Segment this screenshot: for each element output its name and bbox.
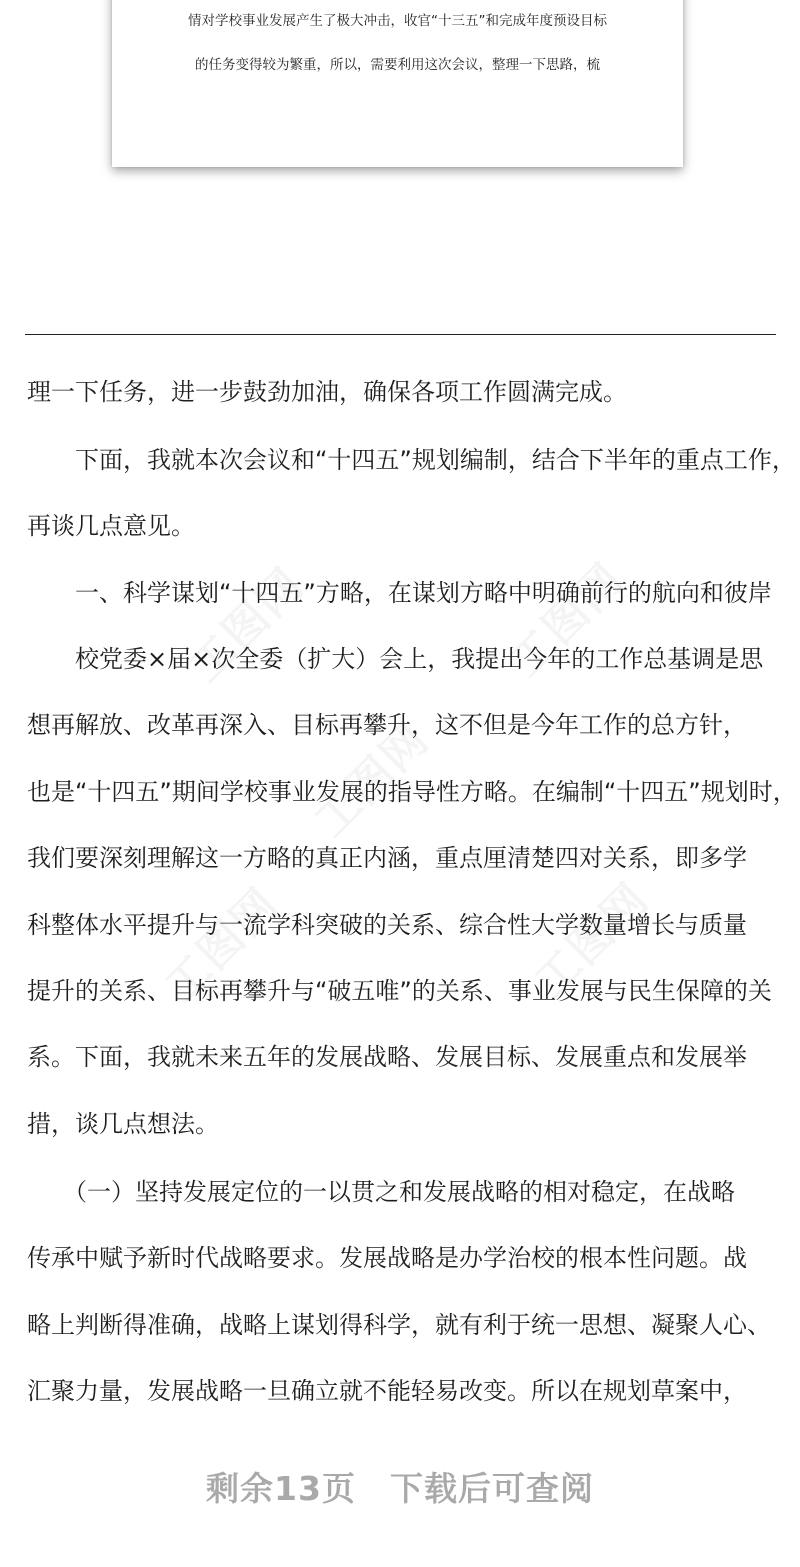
- remaining-pages-banner[interactable]: 剩余13页 下载后可查阅: [206, 1469, 594, 1508]
- document-text-line: 科整体水平提升与一流学科突破的关系、综合性大学数量增长与质量: [27, 911, 747, 939]
- document-text-line: 再谈几点意见。: [27, 512, 195, 540]
- page-divider: [25, 334, 776, 335]
- document-text-line: 略上判断得准确，战略上谋划得科学，就有利于统一思想、凝聚人心、: [27, 1311, 771, 1339]
- document-text-line: 也是“十四五”期间学校事业发展的指导性方略。在编制“十四五”规划时，: [27, 778, 797, 806]
- subsection-heading: （一）坚持发展定位的一以贯之和发展战略的相对稳定，在战略: [27, 1178, 735, 1206]
- document-text-line: 校党委×届×次全委（扩大）会上，我提出今年的工作总基调是思: [27, 645, 764, 673]
- document-text-line: 理一下任务，进一步鼓劲加油，确保各项工作圆满完成。: [27, 378, 627, 406]
- document-text-line: 提升的关系、目标再攀升与“破五唯”的关系、事业发展与民生保障的关: [27, 977, 772, 1005]
- document-text-line: 系。下面，我就未来五年的发展战略、发展目标、发展重点和发展举: [27, 1043, 747, 1071]
- document-text-line: 下面，我就本次会议和“十四五”规划编制，结合下半年的重点工作，: [27, 446, 796, 474]
- preview-card: [112, 0, 683, 167]
- section-heading: 一、科学谋划“十四五”方略，在谋划方略中明确前行的航向和彼岸: [27, 579, 772, 607]
- document-text-line: 措，谈几点想法。: [27, 1110, 219, 1138]
- document-text-line: 想再解放、改革再深入、目标再攀升，这不但是今年工作的总方针，: [27, 711, 747, 739]
- preview-text-line: 的任务变得较为繁重，所以，需要利用这次会议，整理一下思路，梳: [195, 57, 600, 73]
- document-text-line: 我们要深刻理解这一方略的真正内涵，重点厘清楚四对关系，即多学: [27, 844, 747, 872]
- preview-text-line: 情对学校事业发展产生了极大冲击，收官“十三五”和完成年度预设目标: [188, 13, 607, 29]
- document-text-line: 汇聚力量，发展战略一旦确立就不能轻易改变。所以在规划草案中，: [27, 1377, 747, 1405]
- document-text-line: 传承中赋予新时代战略要求。发展战略是办学治校的根本性问题。战: [27, 1244, 747, 1272]
